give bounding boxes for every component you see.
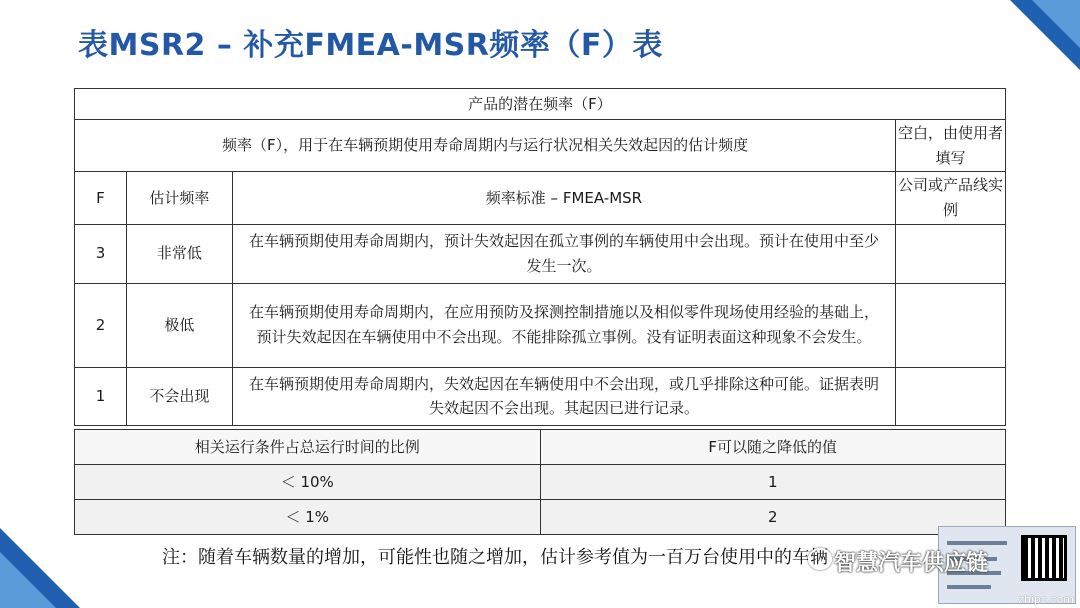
table-row [75, 283, 1006, 367]
watermark-text: 智慧汽车供应链 [834, 551, 989, 576]
wechat-icon [808, 548, 832, 570]
row-f-value: 3 [75, 225, 127, 284]
row-criteria: 在车辆预期使用寿命周期内，失效起因在车辆使用中不会出现，或几乎排除这种可能。证据表明失效起因不会出现。其起因已进行记录。 [232, 367, 895, 426]
ratio-value: ＜ 1% [75, 500, 541, 535]
ratio-value: ＜ 10% [75, 465, 541, 500]
row-criteria: 在车辆预期使用寿命周期内，在应用预防及探测控制措施以及相似零件现场使用经验的基础上，预计失效起因在车辆使用中不会出现。不能排除孤立事例。没有证明表面这种现象不会发生。 [232, 283, 895, 367]
row-example [896, 283, 1006, 367]
frequency-table [74, 88, 1006, 426]
row-example [896, 367, 1006, 426]
operating-ratio-table [74, 429, 1006, 535]
row-example [896, 225, 1006, 284]
slide-title: 表MSR2 – 补充FMEA-MSR频率（F）表 [78, 28, 663, 63]
card-text-line [947, 585, 991, 589]
qr-code-icon [1021, 535, 1067, 581]
row-f-value: 1 [75, 367, 127, 426]
row-estimate: 非常低 [126, 225, 232, 284]
column-header-estimate: 估计频率 [126, 172, 232, 225]
column-header-example: 公司或产品线实例 [896, 172, 1006, 225]
blank-note-header: 空白，由使用者填写 [896, 120, 1006, 172]
column-header-f: F [75, 172, 127, 225]
table-row [75, 465, 1006, 500]
table-caption: 产品的潜在频率（F） [75, 89, 1006, 120]
table-row [75, 500, 1006, 535]
reduction-value: 2 [540, 500, 1006, 535]
row-f-value: 2 [75, 283, 127, 367]
table-row [75, 225, 1006, 284]
column-header-criteria: 频率标准 – FMEA-MSR [232, 172, 895, 225]
footnote: 注：随着车辆数量的增加，可能性也随之增加，估计参考值为一百万台使用中的车辆 [162, 547, 828, 568]
corner-decoration-bottom-left-inner [0, 552, 56, 608]
frequency-description: 频率（F），用于在车辆预期使用寿命周期内与运行状况相关失效起因的估计频度 [75, 120, 896, 172]
ratio-column-header: 相关运行条件占总运行时间的比例 [75, 430, 541, 465]
table-row [75, 367, 1006, 426]
card-text-line [947, 541, 1007, 545]
corner-decoration-top-right-inner [1032, 0, 1080, 48]
reduction-value: 1 [540, 465, 1006, 500]
watermark-url: zhipc.com [1018, 593, 1074, 606]
row-estimate: 极低 [126, 283, 232, 367]
row-criteria: 在车辆预期使用寿命周期内，预计失效起因在孤立事例的车辆使用中会出现。预计在使用中至少发生一次。 [232, 225, 895, 284]
row-estimate: 不会出现 [126, 367, 232, 426]
reduction-column-header: F可以随之降低的值 [540, 430, 1006, 465]
